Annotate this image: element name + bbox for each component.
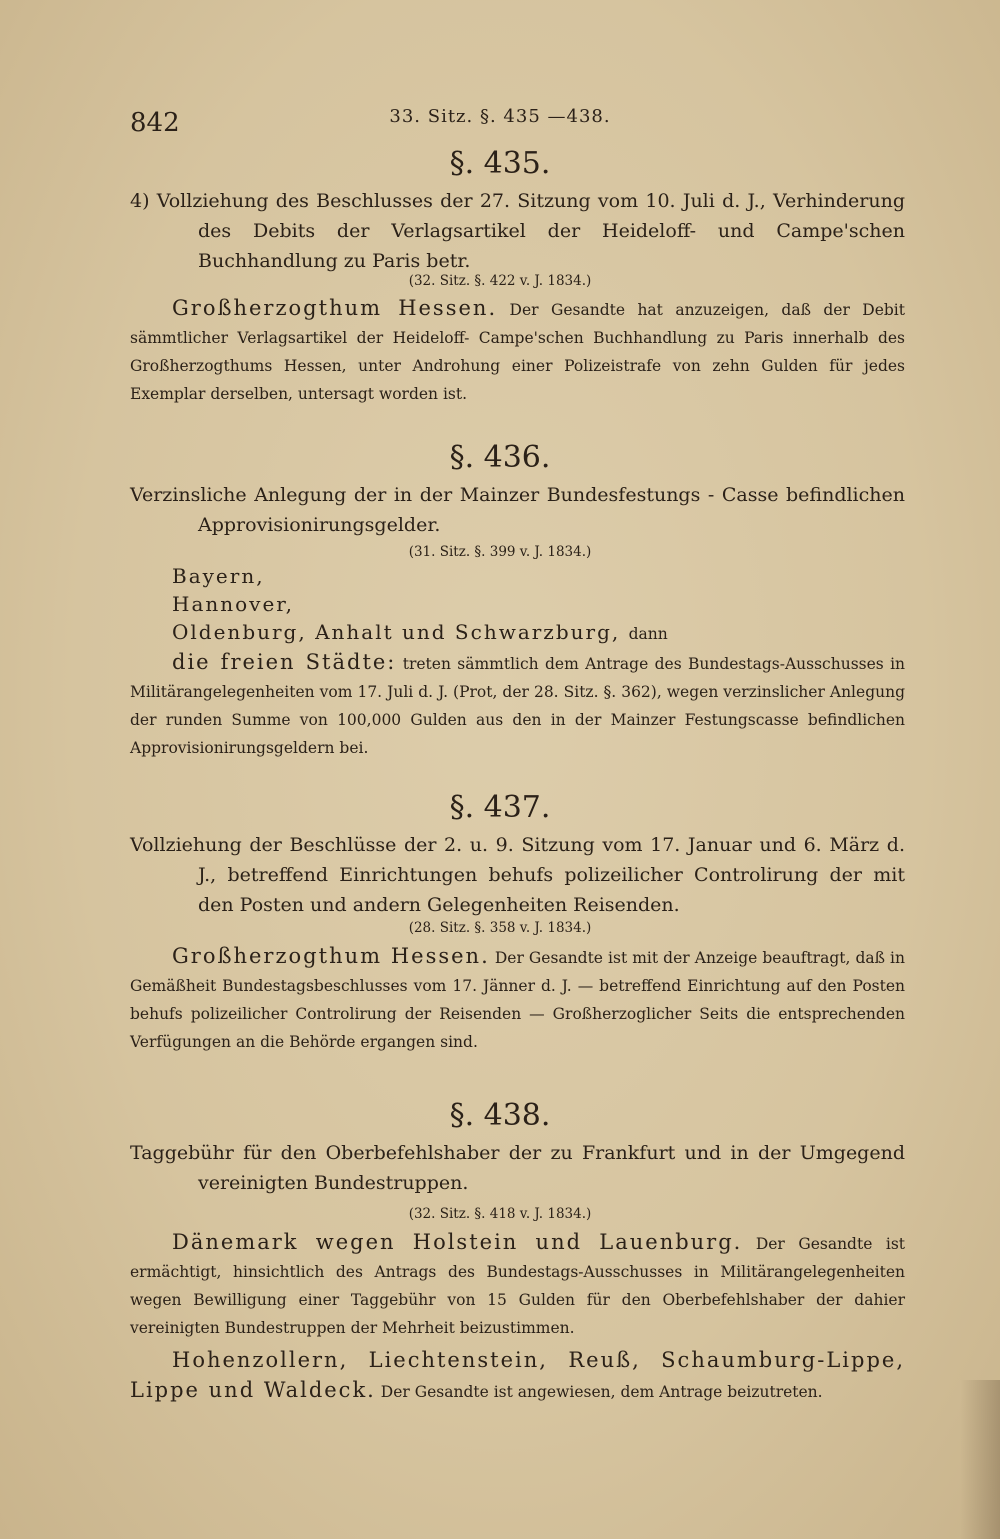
section-citation-437: (28. Sitz. §. 358 v. J. 1834.) [408, 920, 592, 936]
state-bayern: Bayern, [172, 564, 265, 588]
section-heading-436: §. 436. [449, 440, 551, 475]
running-head: 33. Sitz. §. 435 —438. [389, 106, 611, 127]
paragraph-lead: die freien Städte: [172, 650, 397, 674]
paragraph-lead: Dänemark wegen Holstein und Lauenburg. [172, 1230, 743, 1254]
paragraph-text: Der Gesandte ist ermächtigt, hinsichtlich des Antrags des Bundestags-Ausschusses in Militärangelegenheiten wegen Bewilligung einer Taggebühr von 15 Gulden für den Oberbefehlshaber der dahier vereinigten Bundestruppen der Mehrheit beizustimmen. [130, 1235, 905, 1337]
paragraph-text: Der Gesandte hat anzuzeigen, daß der Debit sämmtlicher Verlagsartikel der Heideloff- Campe'schen Buchhandlung zu Paris innerhalb des Großherzogthums Hessen, unter Androhung einer Polizeistrafe von zehn Gulden für jedes Exemplar derselben, untersagt worden ist. [130, 301, 905, 403]
section-citation-438: (32. Sitz. §. 418 v. J. 1834.) [408, 1206, 592, 1222]
section-paragraph-436 [130, 648, 905, 762]
section-title-437: Vollziehung der Beschlüsse der 2. u. 9. Sitzung vom 17. Januar und 6. März d. J., betreffend Einrichtungen behufs polizeilicher Controlirung der mit den Posten und andern Gelegenheiten Reisenden. [130, 834, 905, 916]
paragraph-text: treten sämmtlich dem Antrage des Bundestags-Ausschusses in Militärangelegenheiten vom 17. Juli d. J. (Prot, der 28. Sitz. §. 362), wegen verzinslicher Anlegung der runden Summe von 100,000 Gulden aus den in der Mainzer Festungscasse befindlichen Approvisionirungsgeldern bei. [130, 655, 906, 757]
section-title-436: Verzinsliche Anlegung der in der Mainzer Bundesfestungs - Casse befindlichen Approvisionirungsgelder. [130, 484, 905, 536]
section-citation-435: (32. Sitz. §. 422 v. J. 1834.) [408, 273, 592, 289]
paragraph-lead: Hohenzollern, Liechtenstein, Reuß, Schaumburg-Lippe, Lippe und Waldeck. [130, 1348, 905, 1402]
section-heading-438: §. 438. [449, 1098, 551, 1133]
paragraph-text: Der Gesandte ist angewiesen, dem Antrage beizutreten. [380, 1383, 823, 1401]
state-oldenburg-text: Oldenburg, Anhalt und Schwarzburg, [172, 620, 621, 644]
section-paragraph-437 [130, 942, 905, 1056]
section-title-435: 4) Vollziehung des Beschlusses der 27. Sitzung vom 10. Juli d. J., Verhinderung des Debits der Verlagsartikel der Heideloff- und Campe'schen Buchhandlung zu Paris betr. [130, 190, 905, 272]
section-paragraph-435 [130, 294, 905, 408]
section-heading-437: §. 437. [449, 790, 551, 825]
paragraph-text: Der Gesandte ist mit der Anzeige beauftragt, daß in Gemäßheit Bundestagsbeschlusses vom 17. Jänner d. J. — betreffend Einrichtung auf den Posten behufs polizeilicher Controlirung der Reisenden — Großherzoglicher Seits die entsprechenden Verfügungen an die Behörde ergangen sind. [130, 949, 905, 1051]
paragraph-lead: Großherzogthum Hessen. [172, 944, 490, 968]
state-oldenburg [172, 620, 668, 644]
paragraph-lead: Großherzogthum Hessen. [172, 296, 498, 320]
states-suffix: dann [628, 625, 668, 643]
section-heading-435: §. 435. [449, 146, 551, 181]
page-number: 842 [130, 108, 180, 138]
section-citation-436: (31. Sitz. §. 399 v. J. 1834.) [408, 544, 592, 560]
section-paragraph-438b [130, 1346, 905, 1406]
page-edge-shadow [960, 1380, 1000, 1539]
section-paragraph-438a [130, 1228, 905, 1342]
state-hannover: Hannover, [172, 592, 295, 616]
section-title-438: Taggebühr für den Oberbefehlshaber der zu Frankfurt und in der Umgegend vereinigten Bundestruppen. [130, 1142, 905, 1194]
